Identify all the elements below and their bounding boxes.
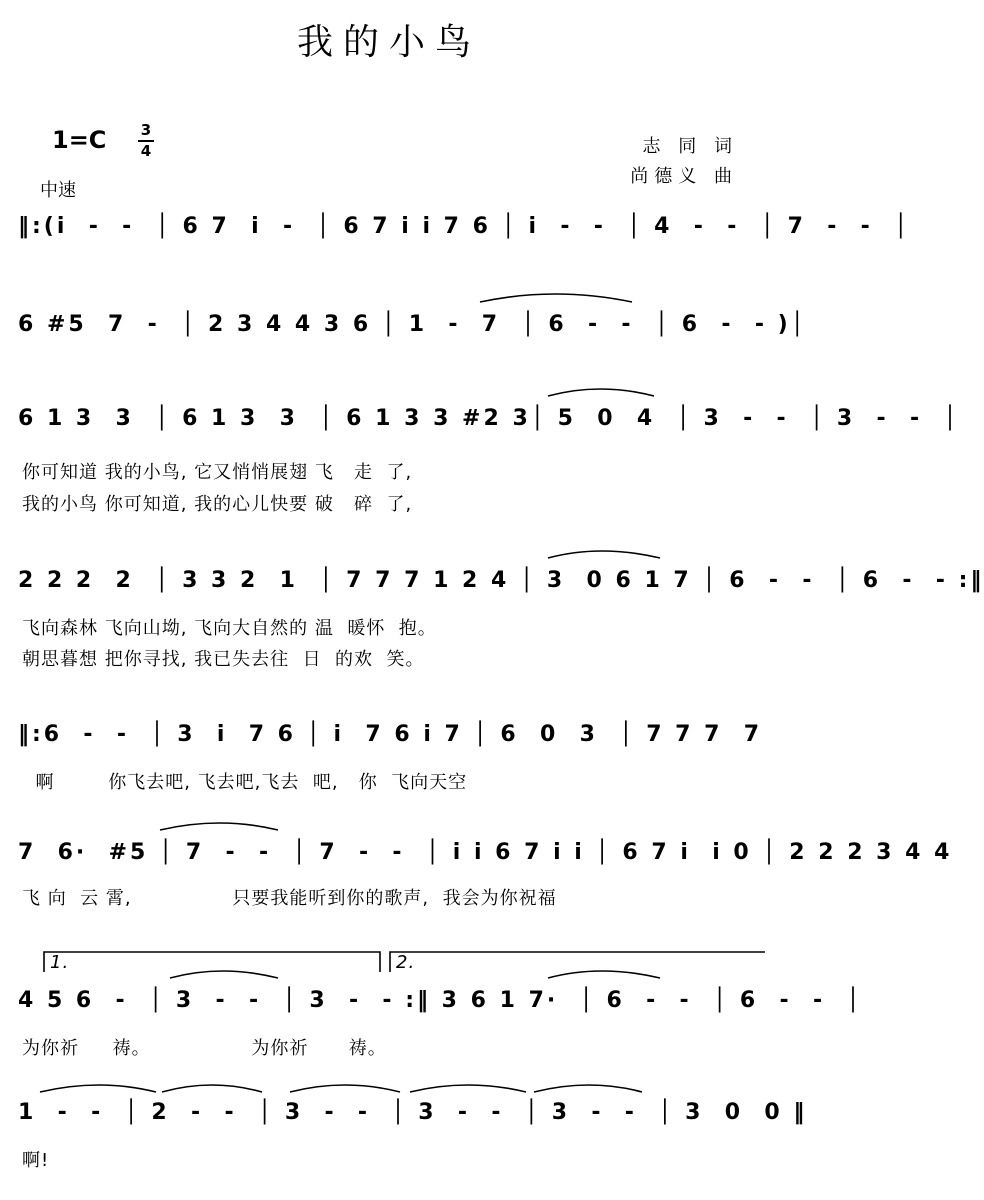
lyric-line-3-verse-1: 你可知道 我的小鸟, 它又悄悄展翅 飞 走 了, (22, 462, 413, 483)
lyricist-credit: 志 同 词 (642, 136, 738, 157)
lyric-line-4-verse-1: 飞向森林 飞向山坳, 飞向大自然的 温 暖怀 抱。 (22, 618, 437, 639)
tie-line-8b (162, 1085, 262, 1092)
lyric-line-4-verse-2: 朝思暮想 把你寻找, 我已失去往 日 的欢 笑。 (22, 649, 425, 670)
time-signature-bottom: 4 (140, 142, 152, 160)
notation-line-2: 6 #5 7 - │ 2 3 4 4 3 6 │ 1 - 7 │ 6 - - │ 6 - - )│ (18, 312, 807, 337)
lyric-line-8: 啊! (22, 1150, 50, 1171)
first-ending-bracket (44, 952, 380, 972)
lyric-line-3-verse-2: 我的小鸟 你可知道, 我的心儿快要 破 碎 了, (22, 494, 413, 515)
time-signature-top: 3 (140, 121, 152, 139)
notation-line-8: 1 - - │ 2 - - │ 3 - - │ 3 - - │ 3 - - │ 3 0 0 ‖ (18, 1100, 808, 1125)
tie-line-4 (548, 551, 660, 558)
second-ending-label: 2. (396, 952, 416, 973)
notation-line-1: ‖:(i - - │ 6 7 i - │ 6 7 i i 7 6 │ i - - │ 4 - - │ 7 - - │ (18, 214, 911, 239)
notation-line-6: 7 6· #5 │ 7 - - │ 7 - - │ i i 6 7 i i │ 6 7 i i 0 │ 2 2 2 3 4 4 (18, 840, 953, 865)
tie-line-7a (170, 971, 278, 978)
lyric-line-7: 为你祈 祷。 为你祈 祷。 (22, 1038, 387, 1059)
notation-line-5: ‖:6 - - │ 3 i 7 6 │ i 7 6 i 7 │ 6 0 3 │ 7 7 7 7 (18, 722, 763, 747)
key-signature: 1=C (52, 126, 107, 154)
notation-line-7: 4 5 6 - │ 3 - - │ 3 - - :‖ 3 6 1 7· │ 6 - - │ 6 - - │ (18, 988, 863, 1013)
composer-credit: 尚德义 曲 (630, 166, 738, 187)
tie-line-8e (534, 1085, 642, 1092)
tie-line-6 (160, 823, 278, 830)
second-ending-bracket (390, 952, 765, 972)
lyric-line-6: 飞 向 云 霄, 只要我能听到你的歌声, 我会为你祝福 (22, 888, 557, 909)
tie-line-8c (290, 1085, 400, 1092)
song-title: 我的小鸟 (296, 22, 481, 63)
tie-line-2 (480, 294, 632, 302)
tie-line-7b (548, 971, 660, 978)
lyric-line-5: 啊 你飞去吧, 飞去吧,飞去 吧, 你 飞向天空 (22, 772, 468, 793)
tie-line-8d (410, 1085, 526, 1092)
first-ending-label: 1. (50, 952, 70, 973)
tempo-marking: 中速 (40, 180, 76, 201)
notation-line-4: 2 2 2 2 │ 3 3 2 1 │ 7 7 7 1 2 4 │ 3 0 6 1 7 │ 6 - - │ 6 - - :‖ (18, 568, 984, 593)
notation-line-3: 6 1 3 3 │ 6 1 3 3 │ 6 1 3 3 #2 3│ 5 0 4 │ 3 - - │ 3 - - │ (18, 406, 960, 431)
tie-line-8a (40, 1085, 156, 1092)
tie-line-3 (548, 389, 654, 396)
